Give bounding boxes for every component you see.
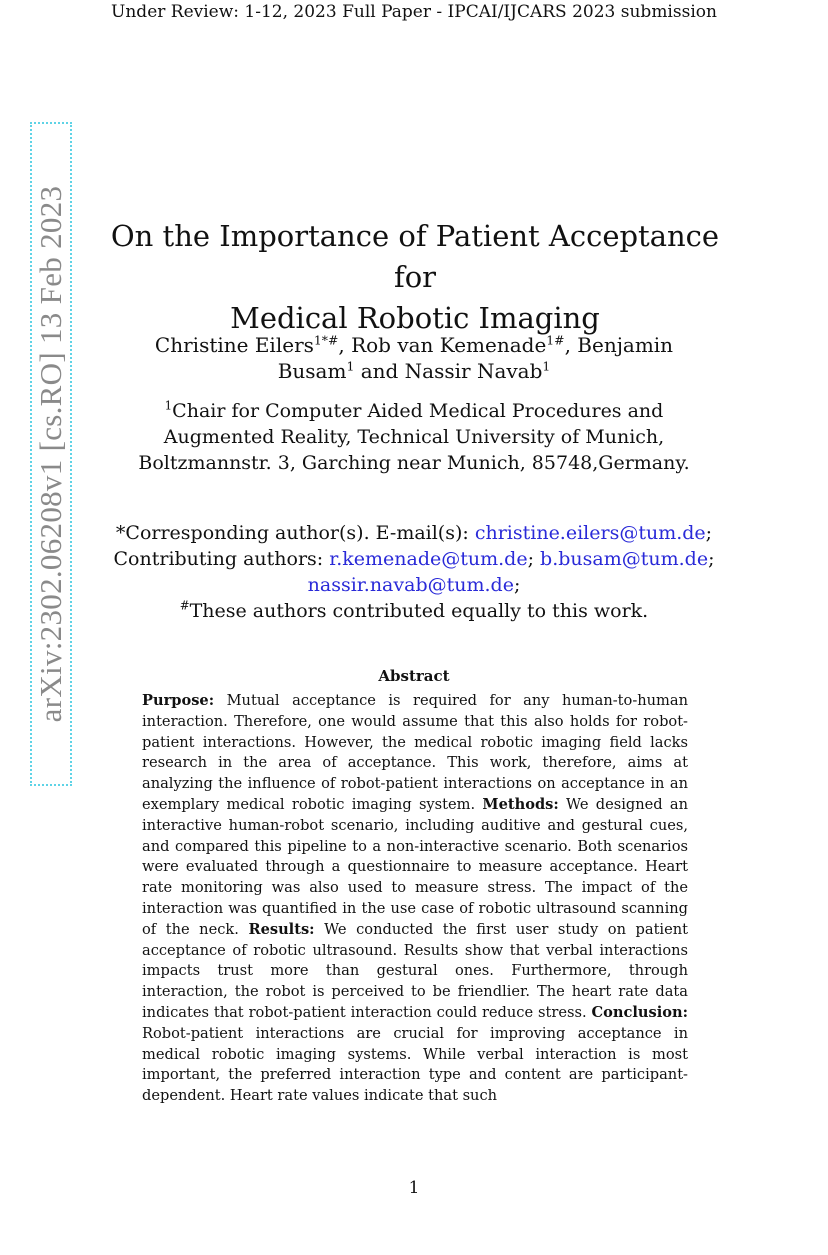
corresponding-line bbox=[110, 520, 718, 546]
author-name: Rob van Kemenade bbox=[351, 333, 547, 357]
email-link-kemenade[interactable]: r.kemenade@tum.de bbox=[329, 548, 528, 570]
contributing-label: Contributing authors: bbox=[113, 548, 330, 570]
conclusion-label: Conclusion: bbox=[591, 1003, 688, 1021]
punctuation: ; bbox=[513, 574, 521, 596]
abstract-heading: Abstract bbox=[378, 667, 450, 685]
email-link-navab[interactable]: nassir.navab@tum.de bbox=[307, 574, 514, 596]
methods-label: Methods: bbox=[482, 795, 559, 813]
author-marks: 1*# bbox=[313, 332, 339, 348]
contact-block bbox=[110, 520, 718, 624]
contributing-line-2 bbox=[110, 572, 718, 598]
contributing-line bbox=[110, 546, 718, 572]
title-line-1: On the Importance of Patient Acceptance for bbox=[110, 219, 720, 294]
author-marks: 1# bbox=[546, 332, 565, 348]
running-header: Under Review: 1-12, 2023 Full Paper - IPCAI/IJCARS 2023 submission bbox=[111, 2, 717, 22]
equal-contribution-note bbox=[110, 598, 718, 624]
punctuation: ; bbox=[527, 548, 541, 570]
methods-text: We designed an interactive human-robot scenario, including auditive and gestural cues, and compared this pipeline to a non-interactive scenario. Both scenarios were evaluated through a questionnaire to measure acceptance. Heart rate monitoring was also used to measure stress. The impact of the interaction was quantified in the use case of robotic ultrasound scanning of the neck. bbox=[142, 795, 688, 938]
author-name: Nassir Navab bbox=[404, 359, 543, 383]
affiliation-text: Chair for Computer Aided Medical Procedures and Augmented Reality, Technical University of Munich, Boltzmannstr. 3, Garching near Munich, 85748,Germany. bbox=[138, 400, 690, 474]
author-list bbox=[130, 332, 698, 384]
author-separator: , bbox=[338, 333, 352, 357]
author-marks: 1 bbox=[346, 358, 355, 374]
purpose-label: Purpose: bbox=[142, 692, 215, 709]
punctuation: ; bbox=[708, 548, 715, 570]
conclusion-text: Robot-patient interactions are crucial for improving acceptance in medical robotic imaging systems. While verbal interaction is most important, the preferred interaction type and content are participant-dependent. Heart rate values indicate that such bbox=[142, 1024, 688, 1105]
affiliation-mark: 1 bbox=[164, 398, 173, 413]
author-name: Benjamin Busam bbox=[277, 333, 674, 383]
arxiv-stamp-text: arXiv:2302.06208v1 [cs.RO] 13 Feb 2023 bbox=[33, 185, 68, 723]
author-marks: 1 bbox=[542, 358, 551, 374]
corresponding-label: *Corresponding author(s). E-mail(s): bbox=[115, 522, 475, 544]
author-name: Christine Eilers bbox=[154, 333, 314, 357]
results-text: We conducted the first user study on patient acceptance of robotic ultrasound. Results show that verbal interactions impacts trust more than gestural ones. Furthermore, through interaction, the robot is perceived to be friendlier. The heart rate data indicates that robot-patient interaction could reduce stress. bbox=[142, 920, 689, 1021]
corresponding-email-link[interactable]: christine.eilers@tum.de bbox=[474, 522, 706, 544]
author-separator: and bbox=[354, 359, 405, 383]
purpose-text: Mutual acceptance is required for any human-to-human interaction. Therefore, one would assume that this also holds for robot-patient interactions. However, the medical robotic imaging field lacks research in the area of acceptance. This work, therefore, aims at analyzing the influence of robot-patient interactions on acceptance in an exemplary medical robotic imaging system. bbox=[142, 692, 688, 813]
page-number: 1 bbox=[408, 1178, 420, 1198]
equal-contribution-mark: # bbox=[179, 598, 190, 613]
title-line-2: Medical Robotic Imaging bbox=[230, 301, 600, 335]
abstract-body bbox=[142, 691, 688, 1107]
equal-contribution-text: These authors contributed equally to this work. bbox=[189, 600, 649, 622]
affiliation bbox=[110, 398, 718, 476]
email-link-busam[interactable]: b.busam@tum.de bbox=[540, 548, 709, 570]
paper-title bbox=[95, 216, 735, 339]
results-label: Results: bbox=[248, 920, 315, 938]
arxiv-stamp[interactable] bbox=[30, 122, 72, 786]
punctuation: ; bbox=[705, 522, 713, 544]
author-separator: , bbox=[564, 333, 578, 357]
